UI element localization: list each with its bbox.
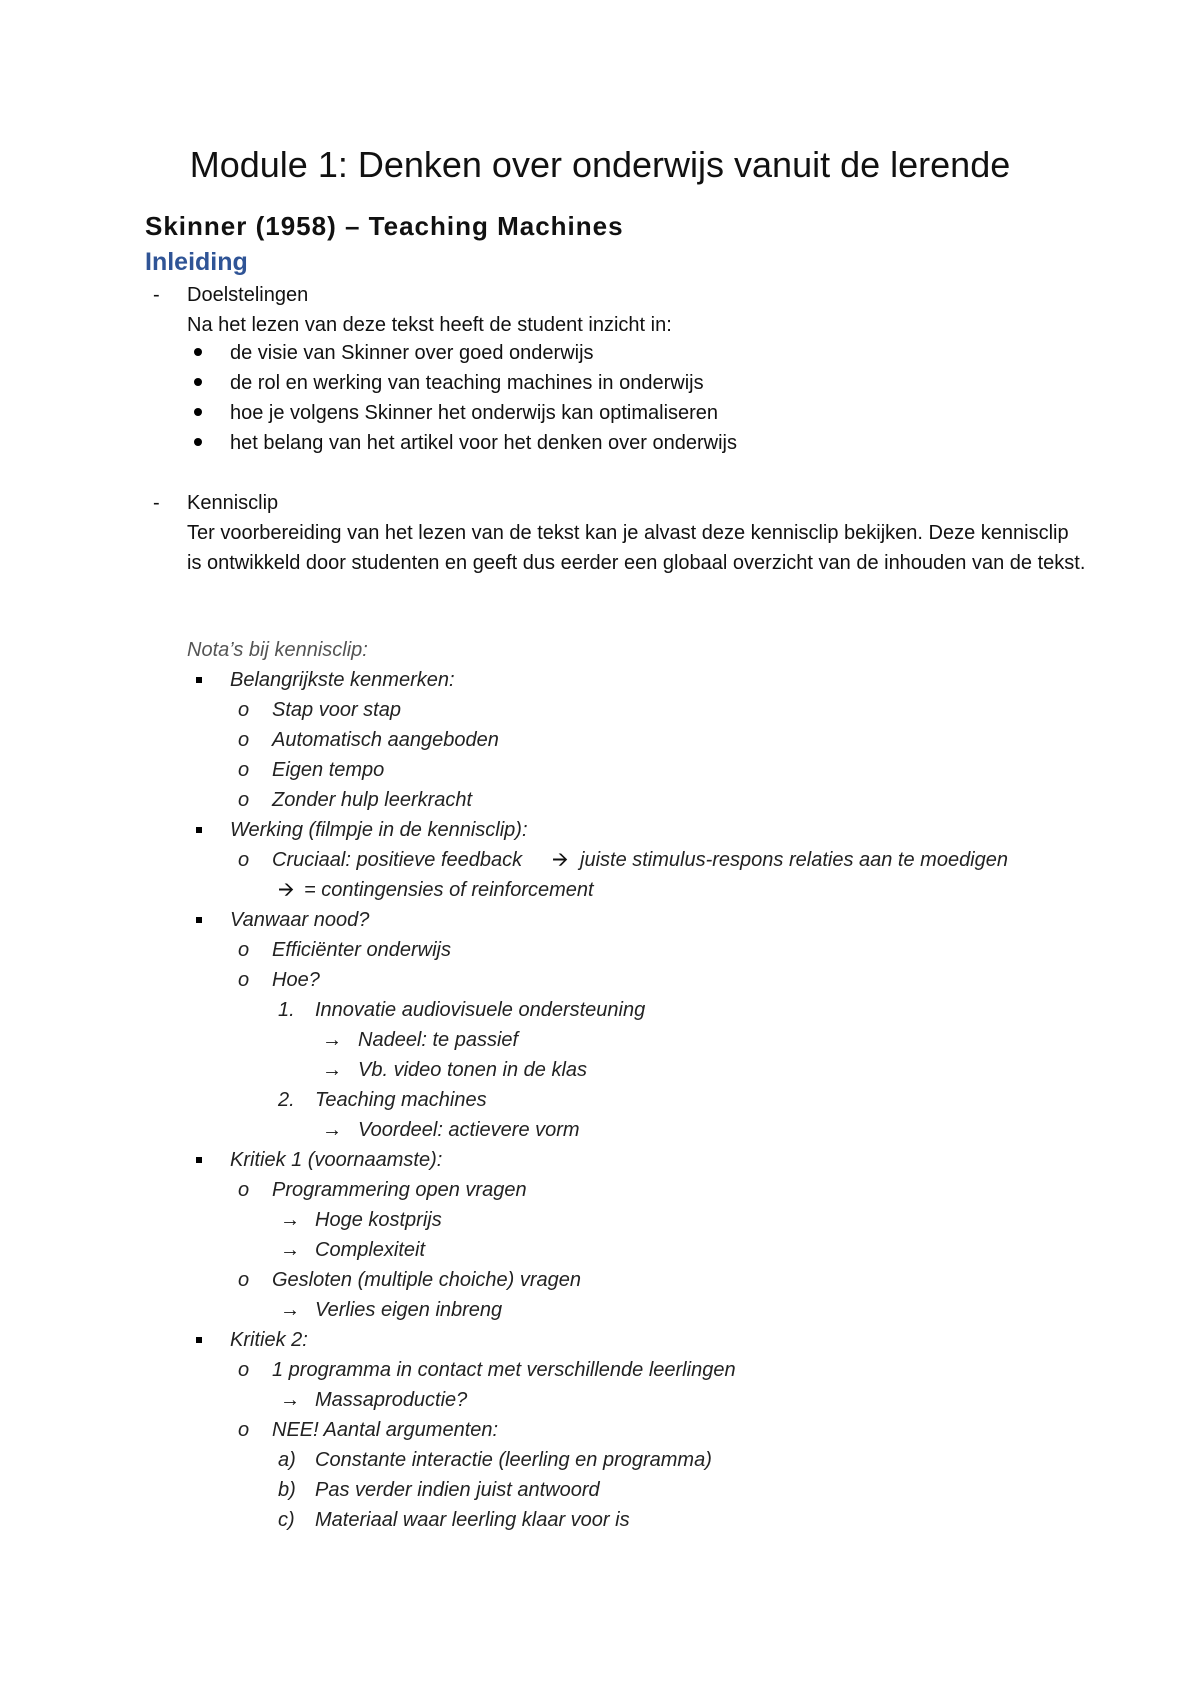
- page-title: Module 1: Denken over onderwijs vanuit de lerende: [189, 144, 1011, 185]
- letter-marker: a): [278, 1449, 296, 1471]
- note-item: Voordeel: actievere vorm: [358, 1119, 580, 1141]
- note-item: Pas verder indien juist antwoord: [315, 1479, 600, 1501]
- kennisclip-text: Ter voorbereiding van het lezen van de tekst kan je alvast deze kennisclip bekijken. Deze kennisclip is ontwikkeld door studenten en geeft dus eerder een globaal overzicht van de inhouden van de tekst.: [187, 522, 1086, 574]
- note-item: Zonder hulp leerkracht: [272, 789, 473, 811]
- note-item: Eigen tempo: [272, 759, 385, 781]
- note-item: Teaching machines: [315, 1089, 487, 1111]
- o-marker: o: [238, 699, 250, 721]
- note-item: Werking (filmpje in de kennisclip):: [230, 819, 528, 841]
- doel-label: Doelstelingen: [187, 284, 309, 306]
- square-bullet: [196, 917, 202, 923]
- note-item: = contingensies of reinforcement: [304, 879, 594, 901]
- arrow-icon: →: [322, 1059, 342, 1081]
- note-item: Verlies eigen inbreng: [315, 1299, 503, 1321]
- dash-marker: -: [153, 492, 160, 514]
- o-marker: o: [238, 939, 250, 961]
- note-item: Hoge kostprijs: [315, 1209, 442, 1231]
- note-item: Efficiënter onderwijs: [272, 939, 451, 961]
- square-bullet: [196, 677, 202, 683]
- note-item: Kritiek 1 (voornaamste):: [230, 1149, 443, 1171]
- doel-bullet: de rol en werking van teaching machines in onderwijs: [230, 372, 704, 394]
- doel-intro: Na het lezen van deze tekst heeft de student inzicht in:: [187, 314, 672, 336]
- bullet-dot: [194, 378, 202, 386]
- right-arrow-icon: 🡪: [552, 849, 569, 871]
- doel-bullet: de visie van Skinner over goed onderwijs: [230, 342, 594, 364]
- letter-marker: b): [278, 1479, 296, 1501]
- kennisclip-label: Kennisclip: [187, 492, 279, 514]
- note-item: Automatisch aangeboden: [272, 729, 499, 751]
- o-marker: o: [238, 1179, 250, 1201]
- square-bullet: [196, 1337, 202, 1343]
- note-item: Innovatie audiovisuele ondersteuning: [315, 999, 646, 1021]
- subsection-heading: Inleiding: [145, 248, 248, 276]
- o-marker: o: [238, 789, 250, 811]
- o-marker: o: [238, 969, 250, 991]
- doel-bullet: het belang van het artikel voor het denken over onderwijs: [230, 432, 737, 454]
- note-item: Gesloten (multiple choiche) vragen: [272, 1269, 582, 1291]
- number-marker: 1.: [278, 999, 295, 1021]
- note-item: juiste stimulus-respons relaties aan te moedigen: [580, 849, 1008, 871]
- arrow-icon: →: [322, 1119, 342, 1141]
- o-marker: o: [238, 1269, 250, 1291]
- note-item: Kritiek 2:: [230, 1329, 308, 1351]
- o-marker: o: [238, 759, 250, 781]
- notes-heading: Nota’s bij kennisclip:: [187, 639, 368, 661]
- arrow-icon: →: [322, 1029, 342, 1051]
- note-item: Cruciaal: positieve feedback: [272, 849, 523, 871]
- arrow-icon: →: [280, 1299, 300, 1321]
- o-marker: o: [238, 729, 250, 751]
- note-item: NEE! Aantal argumenten:: [272, 1419, 499, 1441]
- letter-marker: c): [278, 1509, 295, 1531]
- bullet-dot: [194, 348, 202, 356]
- square-bullet: [196, 827, 202, 833]
- note-item: Materiaal waar leerling klaar voor is: [315, 1509, 630, 1531]
- right-arrow-icon: 🡪: [278, 879, 295, 901]
- arrow-icon: →: [280, 1389, 300, 1411]
- bullet-dot: [194, 408, 202, 416]
- bullet-dot: [194, 438, 202, 446]
- note-item: Vb. video tonen in de klas: [358, 1059, 588, 1081]
- arrow-icon: →: [280, 1239, 300, 1261]
- note-item: Vanwaar nood?: [230, 909, 370, 931]
- note-item: Belangrijkste kenmerken:: [230, 669, 455, 691]
- note-item: Programmering open vragen: [272, 1179, 527, 1201]
- number-marker: 2.: [278, 1089, 295, 1111]
- note-item: Nadeel: te passief: [358, 1029, 519, 1051]
- section-heading: Skinner (1958) – Teaching Machines: [145, 211, 624, 241]
- note-item: 1 programma in contact met verschillende leerlingen: [272, 1359, 736, 1381]
- dash-marker: -: [153, 284, 160, 306]
- note-item: Complexiteit: [315, 1239, 426, 1261]
- note-item: Stap voor stap: [272, 699, 401, 721]
- square-bullet: [196, 1157, 202, 1163]
- arrow-icon: →: [280, 1209, 300, 1231]
- doel-bullet: hoe je volgens Skinner het onderwijs kan optimaliseren: [230, 402, 719, 424]
- o-marker: o: [238, 1419, 250, 1441]
- o-marker: o: [238, 849, 250, 871]
- note-item: Hoe?: [272, 969, 320, 991]
- o-marker: o: [238, 1359, 250, 1381]
- note-item: Massaproductie?: [315, 1389, 468, 1411]
- note-item: Constante interactie (leerling en programma): [315, 1449, 712, 1471]
